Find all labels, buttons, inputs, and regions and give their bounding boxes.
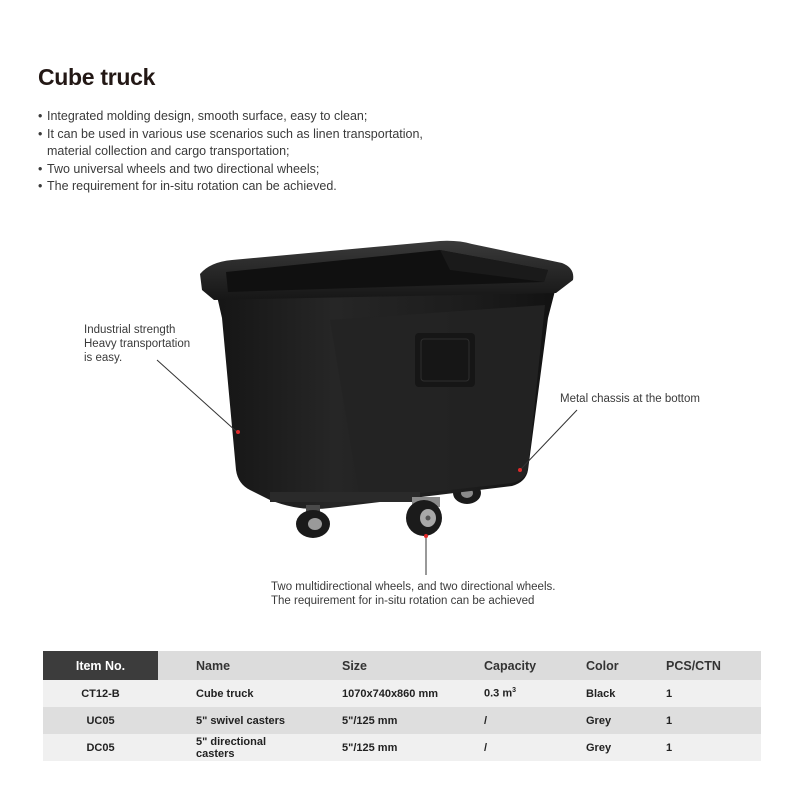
cell-item: UC05 bbox=[43, 707, 158, 734]
cell-size: 1070x740x860 mm bbox=[304, 680, 446, 707]
callout-wheels: Two multidirectional wheels, and two directional wheels. The requirement for in-situ rotation can be achieved bbox=[271, 581, 556, 607]
callout-dot-bottom bbox=[424, 534, 428, 538]
bin-handle-recess bbox=[415, 333, 475, 387]
page-title: Cube truck bbox=[38, 64, 156, 90]
spec-table-header bbox=[43, 651, 761, 680]
header-name: Name bbox=[158, 651, 304, 680]
cell-color: Grey bbox=[548, 734, 628, 761]
cell-name: 5" directional casters bbox=[158, 734, 304, 761]
spec-table bbox=[43, 651, 761, 761]
header-size: Size bbox=[304, 651, 446, 680]
callout-metal-chassis: Metal chassis at the bottom bbox=[560, 393, 700, 405]
feature-item: • Integrated molding design, smooth surface, easy to clean; bbox=[38, 108, 498, 126]
cell-item: DC05 bbox=[43, 734, 158, 761]
cell-size: 5"/125 mm bbox=[304, 707, 446, 734]
cell-color: Grey bbox=[548, 707, 628, 734]
table-row bbox=[43, 734, 761, 761]
header-capacity: Capacity bbox=[446, 651, 548, 680]
cell-pcs: 1 bbox=[628, 707, 761, 734]
cell-name: Cube truck bbox=[158, 680, 304, 707]
callout-industrial-strength: Industrial strength Heavy transportation is easy. bbox=[84, 324, 191, 364]
header-item-no: Item No. bbox=[43, 651, 158, 680]
cell-item: CT12-B bbox=[43, 680, 158, 707]
cell-pcs: 1 bbox=[628, 680, 761, 707]
header-pcs-ctn: PCS/CTN bbox=[628, 651, 761, 680]
feature-item: • It can be used in various use scenarios such as linen transportation, material collection and cargo transportation; bbox=[38, 126, 498, 161]
table-row bbox=[43, 680, 761, 707]
feature-item-continuation: material collection and cargo transportation; bbox=[47, 144, 290, 158]
cell-capacity: 0.3 $m^3$ bbox=[446, 680, 548, 707]
cell-size: 5"/125 mm bbox=[304, 734, 446, 761]
cell-pcs: 1 bbox=[628, 734, 761, 761]
cell-name: 5" swivel casters bbox=[158, 707, 304, 734]
callout-dot-left bbox=[236, 430, 240, 434]
feature-item: • The requirement for in-situ rotation can be achieved. bbox=[38, 178, 498, 196]
callout-dot-right bbox=[518, 468, 522, 472]
feature-item: • Two universal wheels and two directional wheels; bbox=[38, 161, 498, 179]
capacity-superscript: 3 bbox=[512, 687, 517, 695]
cell-color: Black bbox=[548, 680, 628, 707]
cell-capacity: / bbox=[446, 707, 548, 734]
front-swivel-wheel bbox=[406, 497, 442, 536]
front-left-wheel bbox=[296, 505, 330, 538]
cell-capacity: / bbox=[446, 734, 548, 761]
metal-chassis bbox=[270, 492, 420, 502]
header-color: Color bbox=[548, 651, 628, 680]
table-row bbox=[43, 707, 761, 734]
callout-line-left bbox=[157, 360, 237, 432]
